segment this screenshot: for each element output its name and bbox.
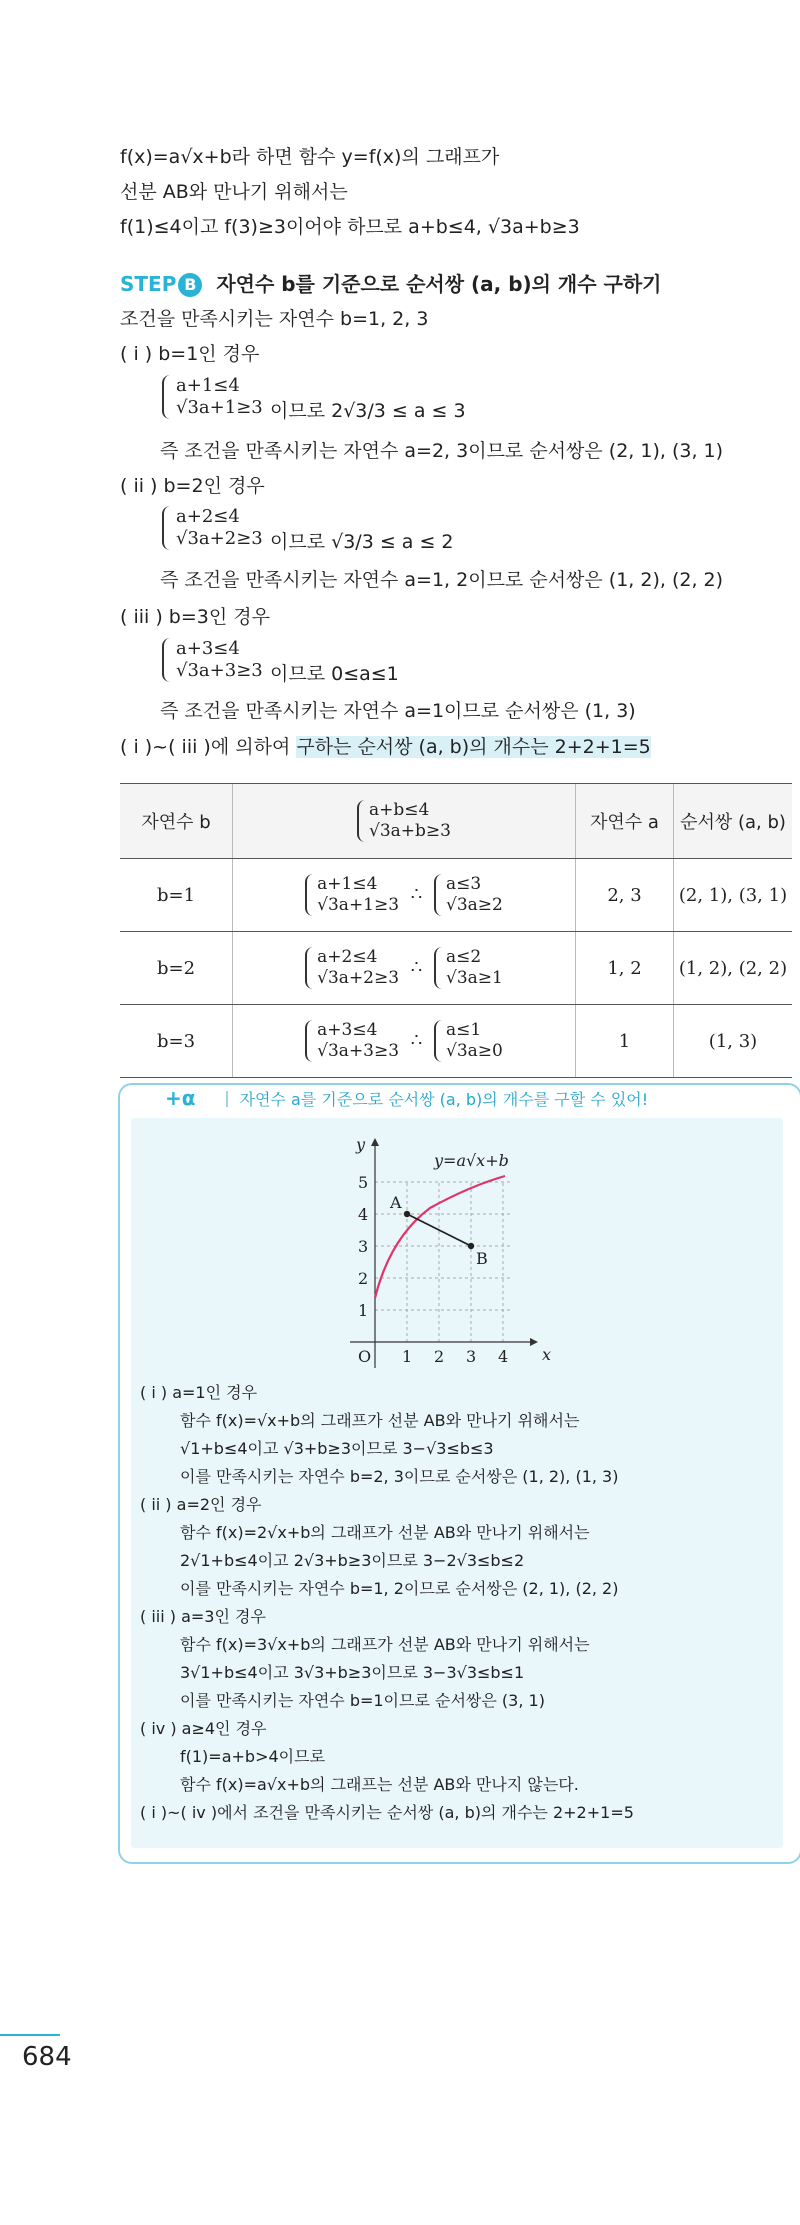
row3-res-2: √3a≥0	[445, 1041, 503, 1061]
summary-table	[120, 783, 792, 1078]
plus-line: 2√1+b≤4이고 2√3+b≥3이므로 3−2√3≤b≤2	[180, 1551, 525, 1570]
case3-ineq-1: a+3≤4	[176, 638, 240, 659]
plus-line: 3√1+b≤4이고 3√3+b≥3이므로 3−3√3≤b≤1	[180, 1663, 525, 1682]
case3-conclusion: 즉 조건을 만족시키는 자연수 a=1이므로 순서쌍은 (1, 3)	[160, 700, 636, 722]
plus-line: 함수 f(x)=2√x+b의 그래프가 선분 AB와 만나기 위해서는	[180, 1523, 590, 1542]
header-system	[233, 784, 576, 859]
therefore-symbol: ∴	[410, 884, 423, 905]
row3-ineq-1: a+3≤4	[317, 1020, 378, 1040]
plus-alpha-title: 자연수 a를 기준으로 순서쌍 (a, b)의 개수를 구할 수 있어!	[239, 1090, 649, 1109]
case3-system	[162, 638, 263, 682]
row2-b: b=2	[120, 932, 233, 1005]
row1-res-1: a≤3	[445, 874, 482, 894]
table-row	[120, 1005, 792, 1078]
case1-conclusion: 즉 조건을 만족시키는 자연수 a=2, 3이므로 순서쌍은 (2, 1), (3, 1)	[160, 440, 724, 462]
header-ineq-1: a+b≤4	[369, 800, 430, 820]
therefore-symbol: ∴	[410, 1030, 423, 1051]
step-letter: B	[178, 273, 202, 297]
intro-line-3: f(1)≤4이고 f(3)≥3이어야 하므로 a+b≤4, √3a+b≥3	[120, 216, 580, 238]
row2-ineq-2: √3a+2≥3	[317, 968, 400, 988]
therefore-symbol: ∴	[410, 957, 423, 978]
y-tick: 3	[358, 1237, 369, 1256]
plus-line: 이를 만족시키는 자연수 b=2, 3이므로 순서쌍은 (1, 2), (1, 3)	[180, 1467, 619, 1486]
x-tick: 2	[434, 1347, 445, 1366]
page-number: 684	[22, 2042, 72, 2072]
case3-result: 이므로 0≤a≤1	[270, 663, 399, 685]
y-tick: 4	[358, 1205, 369, 1224]
footer-rule	[0, 2034, 60, 2036]
case3-ineq-2: √3a+3≥3	[176, 660, 263, 681]
case2-result: 이므로 √3/3 ≤ a ≤ 2	[270, 531, 454, 553]
case1-system	[162, 375, 263, 419]
plus-line: ( i )~( iv )에서 조건을 만족시키는 순서쌍 (a, b)의 개수는 2+2+1=5	[140, 1803, 634, 1822]
header-a: 자연수 a	[576, 784, 674, 859]
row2-ineq-1: a+2≤4	[317, 947, 378, 967]
plus-line: ( ii ) a=2인 경우	[140, 1495, 262, 1514]
row1-system	[233, 859, 576, 932]
intro-line-2: 선분 AB와 만나기 위해서는	[120, 181, 348, 203]
plus-line: 함수 f(x)=√x+b의 그래프가 선분 AB와 만나기 위해서는	[180, 1411, 580, 1430]
row2-res-1: a≤2	[445, 947, 482, 967]
point-a	[404, 1211, 410, 1217]
origin-label: O	[358, 1347, 372, 1366]
summary-highlight: 구하는 순서쌍 (a, b)의 개수는 2+2+1=5	[296, 736, 651, 758]
table-row	[120, 859, 792, 932]
row1-b: b=1	[120, 859, 233, 932]
y-tick: 2	[358, 1269, 369, 1288]
row1-ineq-2: √3a+1≥3	[317, 895, 400, 915]
case2-ineq-2: √3a+2≥3	[176, 528, 263, 549]
case1-ineq-2: √3a+1≥3	[176, 397, 263, 418]
row1-res-2: √3a≥2	[445, 895, 503, 915]
plus-alpha-header	[165, 1086, 648, 1110]
row3-system	[233, 1005, 576, 1078]
row2-res-2: √3a≥1	[445, 968, 503, 988]
x-tick: 3	[466, 1347, 477, 1366]
case2-heading: ( ii ) b=2인 경우	[120, 475, 265, 497]
case1-heading: ( i ) b=1인 경우	[120, 343, 260, 365]
header-ineq-2: √3a+b≥3	[369, 821, 451, 841]
point-b	[468, 1243, 474, 1249]
plus-line: 함수 f(x)=3√x+b의 그래프가 선분 AB와 만나기 위해서는	[180, 1635, 590, 1654]
label-a: A	[390, 1193, 402, 1212]
x-axis-arrow	[530, 1338, 538, 1346]
row3-res-1: a≤1	[445, 1020, 482, 1040]
plus-line: ( i ) a=1인 경우	[140, 1383, 258, 1402]
header-b: 자연수 b	[120, 784, 233, 859]
x-tick: 1	[402, 1347, 413, 1366]
row1-pairs: (2, 1), (3, 1)	[674, 859, 793, 932]
plus-line: ( iv ) a≥4인 경우	[140, 1719, 267, 1738]
curve-label: y=a√x+b	[434, 1151, 509, 1170]
y-tick: 5	[358, 1173, 369, 1192]
table-row	[120, 932, 792, 1005]
y-axis-arrow	[371, 1138, 379, 1146]
case2-ineq-1: a+2≤4	[176, 506, 240, 527]
graph	[330, 1128, 570, 1378]
row1-ineq-1: a+1≤4	[317, 874, 378, 894]
step-heading	[120, 268, 662, 297]
y-tick: 1	[358, 1301, 369, 1320]
plus-line: 이를 만족시키는 자연수 b=1이므로 순서쌍은 (3, 1)	[180, 1691, 545, 1710]
row1-a: 2, 3	[576, 859, 674, 932]
plus-line: 함수 f(x)=a√x+b의 그래프는 선분 AB와 만나지 않는다.	[180, 1775, 579, 1794]
label-b: B	[476, 1249, 488, 1268]
case2-conclusion: 즉 조건을 만족시키는 자연수 a=1, 2이므로 순서쌍은 (1, 2), (2, 2)	[160, 569, 724, 591]
x-axis-label: x	[542, 1345, 552, 1364]
row3-b: b=3	[120, 1005, 233, 1078]
header-pair: 순서쌍 (a, b)	[674, 784, 793, 859]
row2-system	[233, 932, 576, 1005]
case2-system	[162, 506, 263, 550]
summary-prefix: ( i )~( iii )에 의하여	[120, 736, 297, 758]
x-tick: 4	[498, 1347, 509, 1366]
summary-line	[120, 733, 651, 761]
plus-line: ( iii ) a=3인 경우	[140, 1607, 266, 1626]
plus-line: 이를 만족시키는 자연수 b=1, 2이므로 순서쌍은 (2, 1), (2, 2)	[180, 1579, 619, 1598]
step-badge: STEP	[120, 272, 177, 296]
y-axis-label: y	[356, 1135, 366, 1154]
plus-alpha-badge: +α	[165, 1086, 196, 1110]
plus-line: f(1)=a+b>4이므로	[180, 1747, 326, 1766]
row2-pairs: (1, 2), (2, 2)	[674, 932, 793, 1005]
row3-a: 1	[576, 1005, 674, 1078]
table-header-row	[120, 784, 792, 859]
case3-heading: ( iii ) b=3인 경우	[120, 606, 270, 628]
intro-line-1: f(x)=a√x+b라 하면 함수 y=f(x)의 그래프가	[120, 146, 500, 168]
header-divider	[226, 1091, 228, 1107]
row3-ineq-2: √3a+3≥3	[317, 1041, 400, 1061]
case1-result: 이므로 2√3/3 ≤ a ≤ 3	[270, 400, 466, 422]
row3-pairs: (1, 3)	[674, 1005, 793, 1078]
row2-a: 1, 2	[576, 932, 674, 1005]
condition-line: 조건을 만족시키는 자연수 b=1, 2, 3	[120, 308, 429, 330]
case1-ineq-1: a+1≤4	[176, 375, 240, 396]
plus-line: √1+b≤4이고 √3+b≥3이므로 3−√3≤b≤3	[180, 1439, 494, 1458]
segment-ab	[407, 1214, 471, 1246]
step-title: 자연수 b를 기준으로 순서쌍 (a, b)의 개수 구하기	[216, 272, 662, 296]
